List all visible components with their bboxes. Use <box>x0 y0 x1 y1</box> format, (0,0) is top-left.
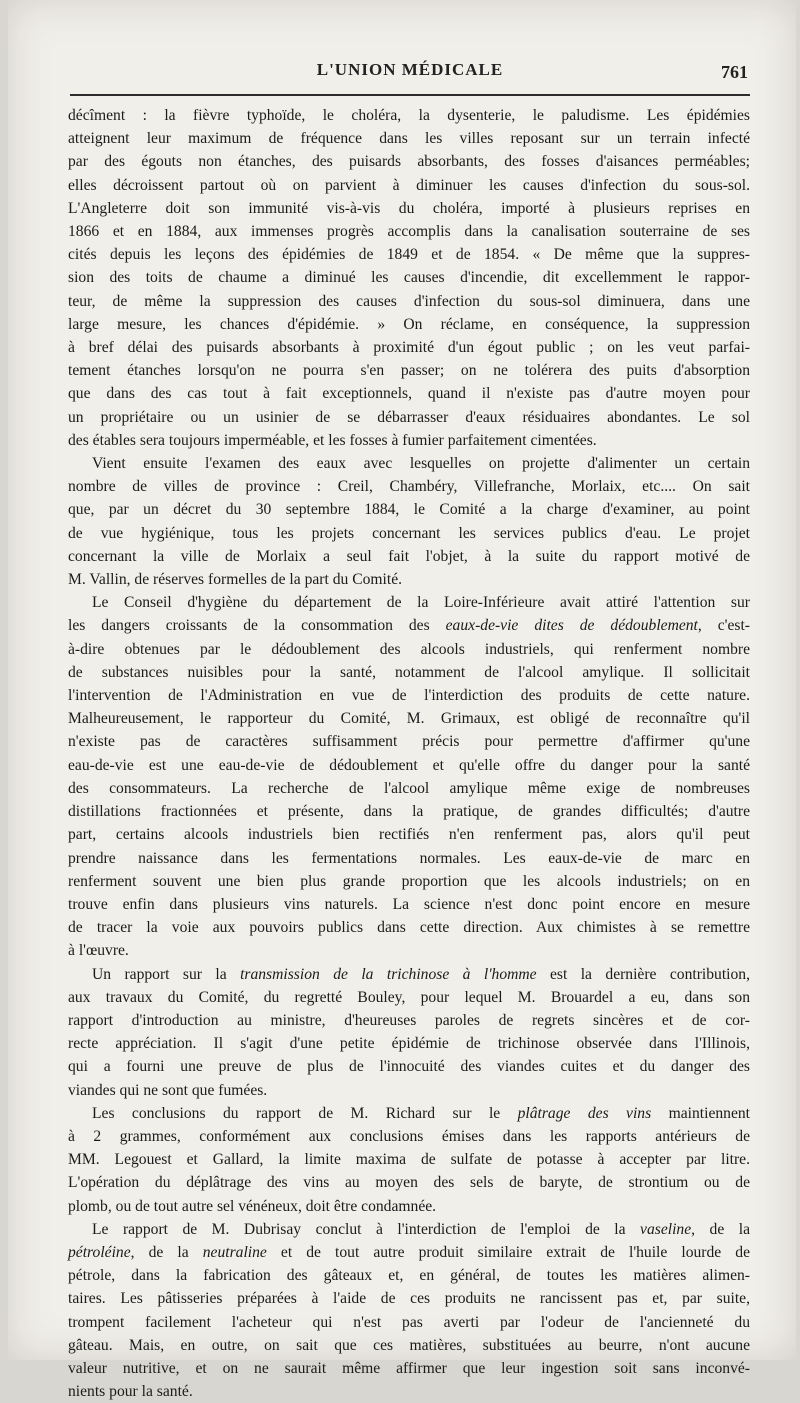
text-line: gâteau. Mais, en outre, on sait que ces matières, substituées au beurre, n'ont aucune <box>68 1336 750 1354</box>
text-line: par des égouts non étanches, des puisards absorbants, des fosses d'aisances perméables; <box>68 153 750 171</box>
text-line: viandes qui ne sont que fumées. <box>68 1081 268 1099</box>
text-line: que dans des cas tout à fait exceptionnels, quand il n'existe pas d'autre moyen pour <box>68 385 750 403</box>
text-line: valeur nutritive, et on ne saurait même affirmer que leur ingestion soit sans inconvé- <box>68 1359 750 1377</box>
text-line: eau-de-vie est une eau-de-vie de dédoublement et qu'elle offre du danger pour la santé <box>68 756 750 774</box>
text-line: recte appréciation. Il s'agit d'une petite épidémie de trichinose observée dans l'Illinois, <box>68 1035 750 1053</box>
text-line: MM. Legouest et Gallard, la limite maxima de sulfate de potasse à accepter par litre. <box>68 1151 750 1169</box>
book-page <box>8 0 796 1401</box>
text-line: sion des toits de chaume a diminué les causes d'incendie, dit excellemment le rappor- <box>68 269 750 287</box>
text-line: L'Angleterre doit son immunité vis-à-vis du choléra, importé à plusieurs reprises en <box>68 199 750 217</box>
text-line: elles décroissent partout où on parvient à diminuer les causes d'infection du sous-sol. <box>68 176 750 194</box>
text-line: qui a fourni une preuve de plus de l'innocuité des viandes cuites et du danger des <box>68 1058 750 1076</box>
page-number: 761 <box>721 62 748 82</box>
text-line: trouve enfin dans plusieurs vins naturels. La science n'est donc point encore en mesure <box>68 895 750 913</box>
text-line: nombre de villes de province : Creil, Chambéry, Villefranche, Morlaix, etc.... On sait <box>68 478 750 496</box>
text-line: des étables sera toujours imperméable, et les fosses à fumier parfaitement cimentées. <box>68 431 597 449</box>
text-line: taires. Les pâtisseries préparées à l'aide de ces produits ne rancissent pas et, par suite, <box>68 1290 750 1308</box>
paragraph <box>68 963 750 1102</box>
text-line: à 2 grammes, conformément aux conclusions émises dans les rapports antérieurs de <box>68 1127 750 1145</box>
text-line: un propriétaire ou un usinier de se débarrasser d'eaux résiduaires abondantes. Le sol <box>68 408 750 426</box>
text-line: prendre naissance dans les fermentations normales. Les eaux-de-vie de marc en <box>68 849 750 867</box>
text-line: atteignent leur maximum de fréquence dans les villes reposant sur un terrain infecté <box>68 130 750 148</box>
text-line: plomb, ou de tout autre sel vénéneux, doit être condamnée. <box>68 1197 437 1215</box>
text-line: les dangers croissants de la consommation des eaux-de-vie dites de dédoublement, c'est- <box>68 617 750 635</box>
text-line: 1866 et en 1884, aux immenses progrès accomplis dans la canalisation souterraine de ses <box>68 223 750 241</box>
text-line: l'intervention de l'Administration en vue de l'interdiction des produits de cette nature. <box>68 687 750 705</box>
text-line: des consommateurs. La recherche de l'alcool amylique même exige de nombreuses <box>68 779 750 797</box>
text-line: nients pour la santé. <box>68 1383 193 1401</box>
paragraph <box>68 1218 750 1403</box>
text-line: à bref délai des puisards absorbants à proximité d'un égout public ; on les veut parfai- <box>68 339 750 357</box>
text-line: Un rapport sur la transmission de la trichinose à l'homme est la dernière contribution, <box>92 965 751 983</box>
text-line: Vient ensuite l'examen des eaux avec lesquelles on projette d'alimenter un certain <box>92 455 750 473</box>
text-line: que, par un décret du 30 septembre 1884, le Comité a la charge d'examiner, au point <box>68 501 750 519</box>
text-line: aux travaux du Comité, du regretté Bouley, pour lequel M. Brouardel a eu, dans son <box>68 988 750 1006</box>
text-line: à l'œuvre. <box>68 942 129 960</box>
text-line: pétroléine, de la neutraline et de tout autre produit similaire extrait de l'huile lourde de <box>68 1243 750 1261</box>
running-head: L'UNION MÉDICALE <box>316 60 504 79</box>
text-line: de vue hygiénique, tous les projets concernant les services publics d'eau. Le projet <box>68 524 750 542</box>
text-line: Le Conseil d'hygiène du département de la Loire-Inférieure avait attiré l'attention sur <box>92 594 750 612</box>
text-line: de substances nuisibles pour la santé, notamment de l'alcool amylique. Il sollicitait <box>68 663 750 681</box>
text-line: tement étanches lorsqu'on ne pourra s'en passer; on ne tolérera des puits d'absorption <box>68 362 750 380</box>
text-line: M. Vallin, de réserves formelles de la part du Comité. <box>68 571 403 589</box>
text-line: n'existe pas de caractères suffisamment précis pour permettre d'affirmer qu'une <box>68 733 750 751</box>
page-header <box>70 58 750 88</box>
text-line: rapport d'introduction au ministre, d'heureuses paroles de regrets sincères et de cor- <box>68 1011 750 1029</box>
text-line: concernant la ville de Morlaix a seul fait l'objet, à la suite du rapport motivé de <box>68 547 750 565</box>
text-line: teur, de même la suppression des causes d'infection du sous-sol diminuera, dans une <box>68 292 750 310</box>
paragraph <box>68 452 750 591</box>
text-line: de tracer la voie aux pouvoirs publics dans cette direction. Aux chimistes à se remettre <box>68 919 750 937</box>
text-line: distillations fractionnées et présente, dans la pratique, de grandes difficultés; d'autre <box>68 803 750 821</box>
text-line: L'opération du déplâtrage des vins au moyen des sels de baryte, de strontium ou de <box>68 1174 750 1192</box>
text-line: décîment : la fièvre typhoïde, le choléra, la dysenterie, le paludisme. Les épidémies <box>68 107 750 124</box>
paragraph <box>68 104 750 452</box>
header-rule <box>70 94 750 96</box>
article-body <box>68 104 750 1403</box>
text-line: part, certains alcools industriels bien rectifiés n'en renferment pas, alors qu'il peut <box>68 826 750 844</box>
text-line: trompent facilement l'acheteur qui n'est pas averti par l'odeur de l'ancienneté du <box>68 1313 750 1331</box>
text-line: renferment souvent une bien plus grande proportion que les alcools industriels; on en <box>68 872 750 890</box>
text-line: cités depuis les leçons des épidémies de 1849 et de 1854. « De même que la suppres- <box>68 246 750 264</box>
text-line: Malheureusement, le rapporteur du Comité, M. Grimaux, est obligé de reconnaître qu'il <box>68 710 750 728</box>
text-line: à-dire obtenues par le dédoublement des alcools industriels, qui renferment nombre <box>68 640 750 658</box>
text-line: pétrole, dans la fabrication des gâteaux et, en général, de toutes les matières alimen- <box>68 1267 750 1285</box>
text-line: large mesure, les chances d'épidémie. » On réclame, en conséquence, la suppression <box>68 315 750 333</box>
paragraph <box>68 591 750 962</box>
paragraph <box>68 1102 750 1218</box>
text-line: Le rapport de M. Dubrisay conclut à l'interdiction de l'emploi de la vaseline, de la <box>92 1220 750 1238</box>
text-line: Les conclusions du rapport de M. Richard sur le plâtrage des vins maintiennent <box>92 1104 751 1122</box>
